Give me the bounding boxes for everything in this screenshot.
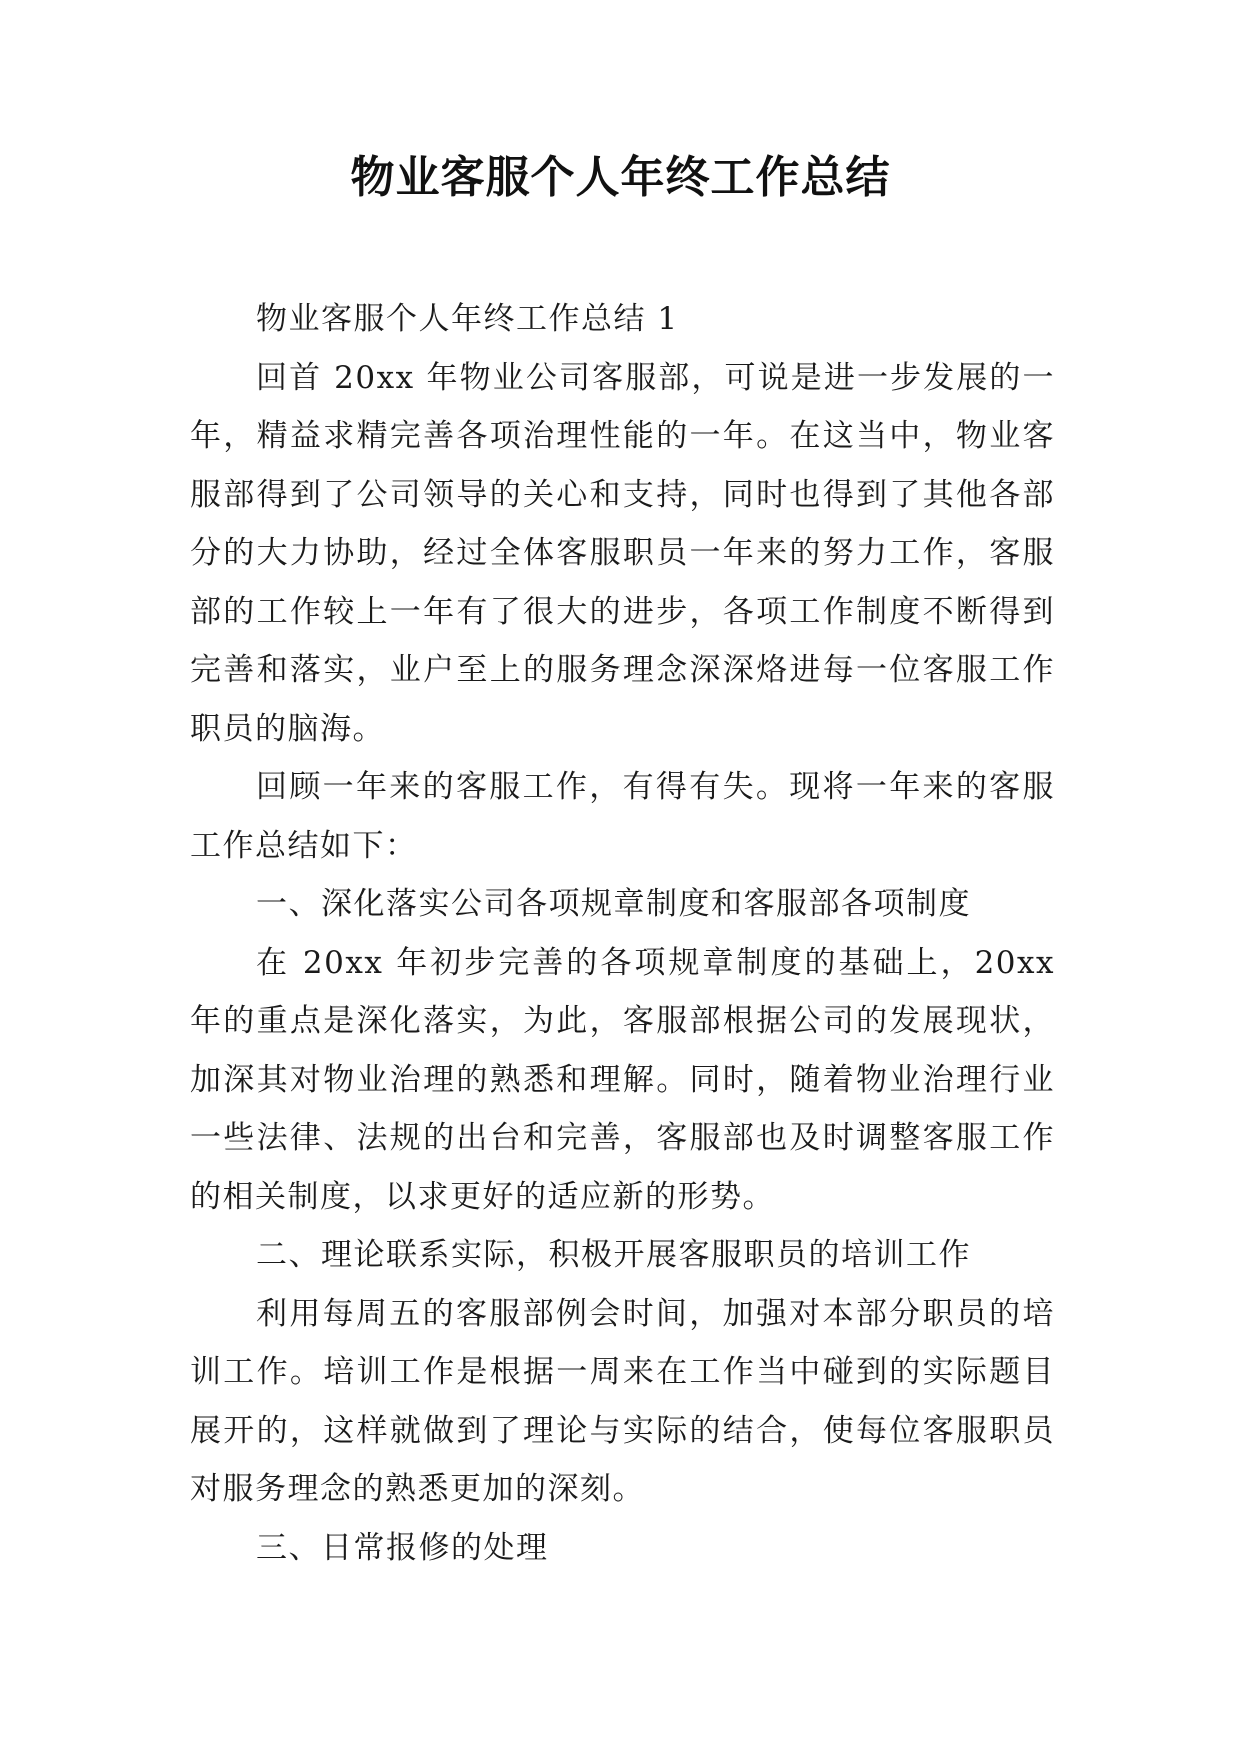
section-heading: 三、日常报修的处理 bbox=[256, 1529, 549, 1566]
section-heading: 物业客服个人年终工作总结 1 bbox=[256, 301, 679, 337]
body-paragraph: 利用每周五的客服部例会时间，加强对本部分职员的培训工作。培训工作是根据一周来在工作当中碰到的实际题目展开的，这样就做到了理论与实际的结合，使每位客服职员对服务理念的熟悉更加的深刻。 bbox=[190, 1295, 1055, 1507]
section-heading: 二、理论联系实际，积极开展客服职员的培训工作 bbox=[256, 1237, 971, 1273]
body-paragraph: 回顾一年来的客服工作，有得有失。现将一年来的客服工作总结如下： bbox=[190, 769, 1055, 864]
section-heading: 一、深化落实公司各项规章制度和客服部各项制度 bbox=[256, 886, 971, 922]
body-paragraph: 在 20xx 年初步完善的各项规章制度的基础上，20xx 年的重点是深化落实，为此，客服部根据公司的发展现状，加深其对物业治理的熟悉和理解。同时，随着物业治理行业一些法律、法规的出台和完善，客服部也及时调整客服工作的相关制度，以求更好的适应新的形势。 bbox=[190, 944, 1055, 1215]
body-paragraph: 回首 20xx 年物业公司客服部，可说是进一步发展的一年，精益求精完善各项治理性能的一年。在这当中，物业客服部得到了公司领导的关心和支持，同时也得到了其他各部分的大力协助，经过全体客服职员一年来的努力工作，客服部的工作较上一年有了很大的进步，各项工作制度不断得到完善和落实，业户至上的服务理念深深烙进每一位客服工作职员的脑海。 bbox=[190, 359, 1055, 747]
document-body bbox=[190, 290, 1055, 1577]
document-title: 物业客服个人年终工作总结 bbox=[350, 152, 891, 203]
